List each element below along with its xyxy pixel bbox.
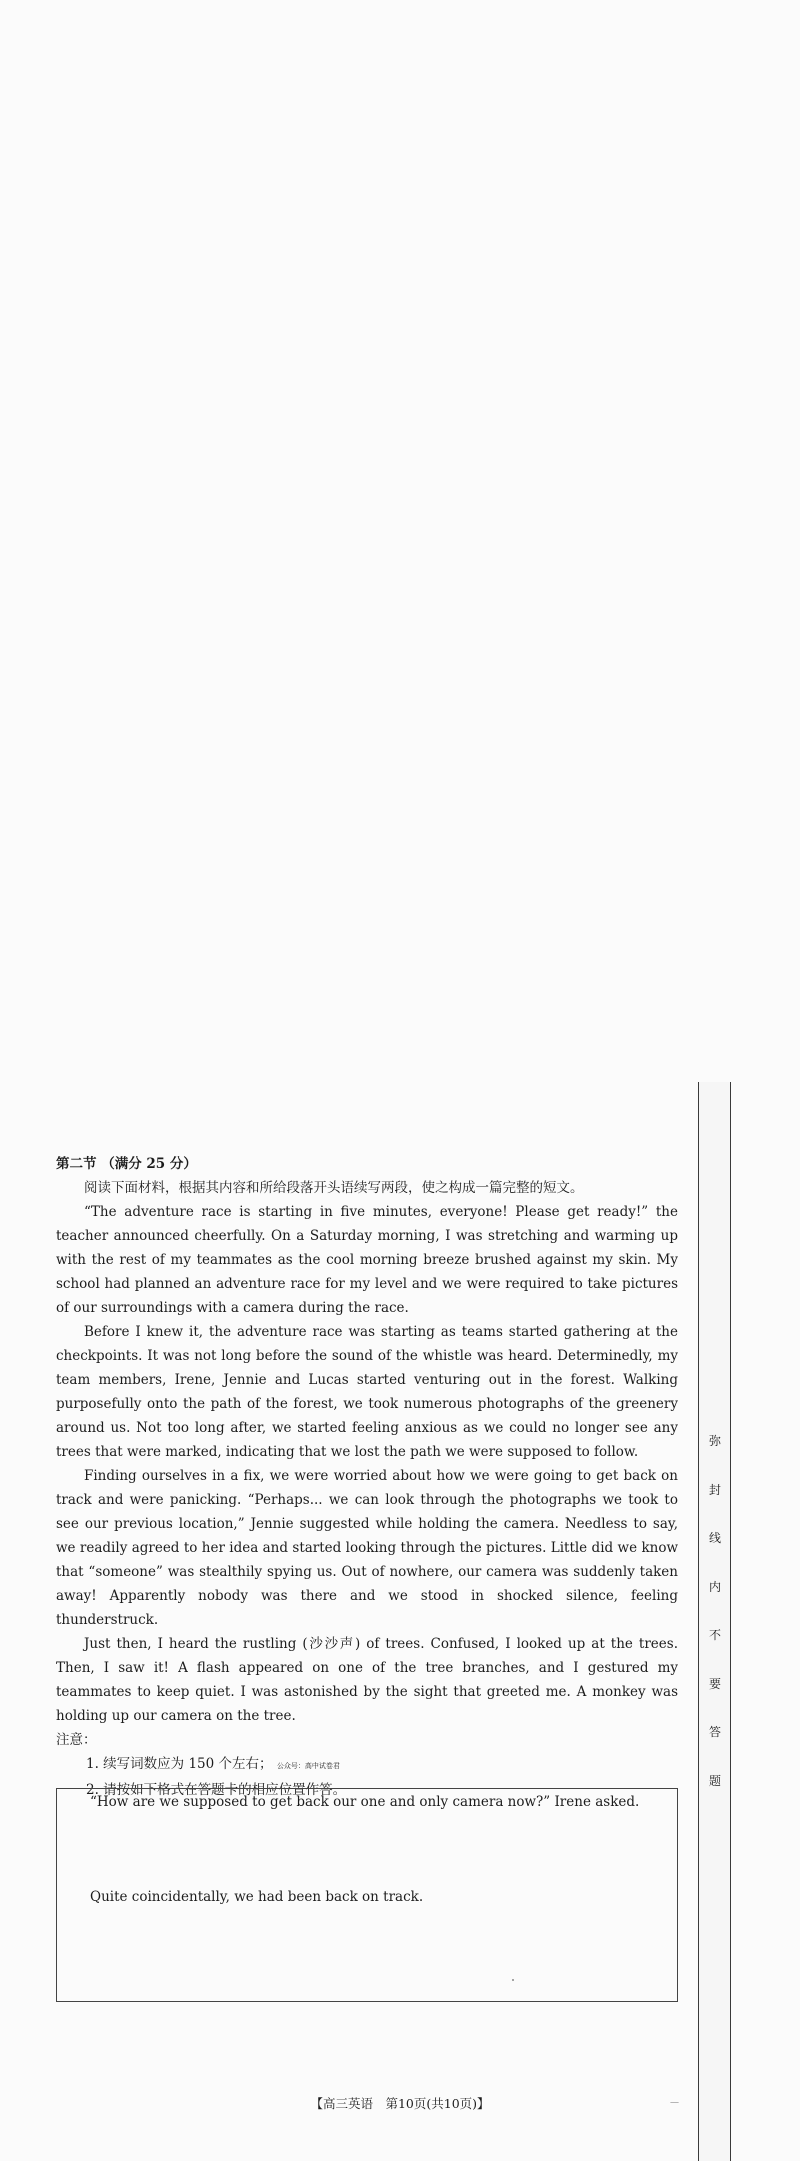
seal-char: 不	[708, 1628, 721, 1642]
seal-char: 要	[708, 1676, 721, 1691]
seal-warning-text	[704, 1432, 726, 1820]
footer-dash: —	[670, 2098, 679, 2108]
note-watermark: 公众号：高中试卷君	[276, 1762, 340, 1770]
answer-opening-1: “How are we supposed to get back our one and only camera now?” Irene asked.	[90, 1794, 640, 1810]
passage-paragraph-1: “The adventure race is starting in five minutes, everyone! Please get ready!” the teacher announced cheerfully. On a Saturday morning, I was stretching and warming up with the rest of my teammates as the cool morning breeze brushed against my skin. My school had planned an adventure race for my level and we were required to take pictures of our surroundings with a camera during the race.	[56, 1204, 678, 1316]
footer-text: 【高三英语 第10页(共10页)】	[310, 2096, 490, 2111]
seal-char: 弥	[708, 1434, 721, 1448]
question-content	[56, 1152, 678, 1802]
seal-char: 题	[708, 1773, 721, 1788]
notes-title: 注意：	[56, 1732, 97, 1748]
seal-char: 封	[708, 1482, 721, 1497]
instruction: 阅读下面材料，根据其内容和所给段落开头语续写两段，使之构成一篇完整的短文。	[84, 1180, 584, 1196]
scan-dot	[512, 1979, 514, 1981]
passage-paragraph-3: Finding ourselves in a fix, we were worried about how we were going to get back on track and were panicking. “Perhaps... we can look through the photographs we took to see our previous location,” Jennie suggested while holding the camera. Needless to say, we readily agreed to her idea and started looking through the pictures. Little did we know that “someone” was stealthily spying us. Out of nowhere, our camera was suddenly taken away! Apparently nobody was there and we stood in shocked silence, feeling thunderstruck.	[56, 1468, 678, 1628]
seal-line-left	[698, 1082, 699, 2161]
seal-char: 答	[708, 1725, 721, 1739]
seal-line-right	[730, 1082, 731, 2161]
passage-paragraph-2: Before I knew it, the adventure race was starting as teams started gathering at the checkpoints. It was not long before the sound of the whistle was heard. Determinedly, my team members, Irene, Jennie and Lucas started venturing out in the forest. Walking purposefully onto the path of the forest, we took numerous photographs of the greenery around us. Not too long after, we started feeling anxious as we could no longer see any trees that were marked, indicating that we lost the path we were supposed to follow.	[56, 1324, 678, 1460]
answer-box	[56, 1788, 678, 2002]
passage-paragraph-4: Just then, I heard the rustling (沙沙声) of trees. Confused, I looked up at the trees. Then, I saw it! A flash appeared on one of the tree branches, and I gestured my teammates to keep quiet. I was astonished by the sight that greeted me. A monkey was holding up our camera on the tree.	[56, 1636, 678, 1724]
section-title: 第二节 （满分 25 分）	[56, 1156, 197, 1172]
note-item-1-text: 1. 续写词数应为 150 个左右；	[86, 1756, 273, 1772]
seal-char: 内	[708, 1579, 721, 1594]
seal-char: 线	[708, 1531, 721, 1545]
page-footer	[0, 2094, 800, 2112]
answer-opening-2: Quite coincidentally, we had been back on track.	[90, 1889, 424, 1905]
note-item-1	[56, 1752, 678, 1778]
note-item-2: 2. 请按如下格式在答题卡的相应位置作答。	[86, 1782, 347, 1798]
